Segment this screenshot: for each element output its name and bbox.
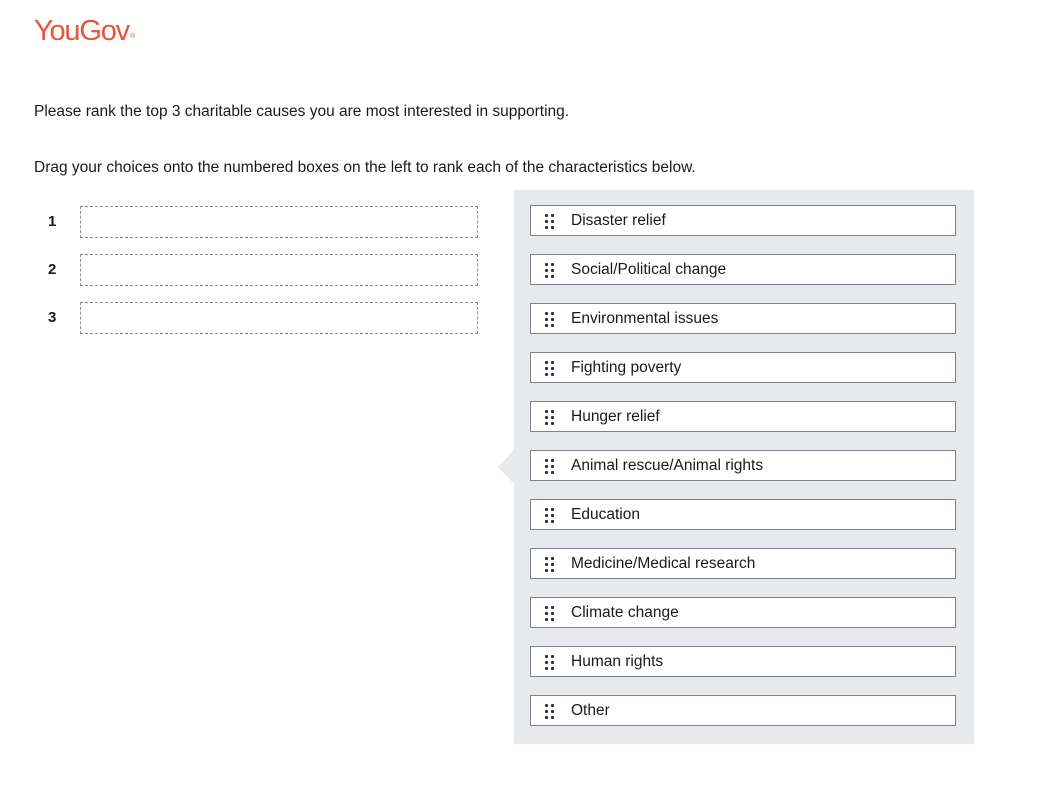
drag-handle-icon [545,263,555,279]
drag-handle-icon [545,557,555,573]
rank-number-3: 3 [48,309,57,326]
choice-item-animal-rescue-animal-rights[interactable] [530,450,956,481]
logo-text: YouGov [34,15,129,47]
drag-handle-icon [545,459,555,475]
choice-label: Medicine/Medical research [571,555,756,572]
choice-label: Fighting poverty [571,359,682,376]
choice-label: Education [571,506,640,523]
choice-item-social-political-change[interactable] [530,254,956,285]
choice-item-education[interactable] [530,499,956,530]
choice-item-medicine-medical-research[interactable] [530,548,956,579]
choice-label: Animal rescue/Animal rights [571,457,764,474]
drag-handle-icon [545,508,555,524]
choice-item-environmental-issues[interactable] [530,303,956,334]
drag-handle-icon [545,214,555,230]
drag-handle-icon [545,312,555,328]
rank-number-2: 2 [48,261,57,278]
drag-handle-icon [545,655,555,671]
choice-label: Social/Political change [571,261,727,278]
choice-item-human-rights[interactable] [530,646,956,677]
choice-item-other[interactable] [530,695,956,726]
choice-label: Climate change [571,604,679,621]
drag-handle-icon [545,410,555,426]
choice-label: Human rights [571,653,664,670]
rank-drop-box-1[interactable] [80,206,478,238]
rank-drop-box-3[interactable] [80,302,478,334]
choice-item-climate-change[interactable] [530,597,956,628]
rank-number-1: 1 [48,213,57,230]
choice-item-disaster-relief[interactable] [530,205,956,236]
panel-pointer-arrow [498,450,514,484]
choice-label: Disaster relief [571,212,666,229]
instruction-text: Drag your choices onto the numbered boxes on the left to rank each of the characteristics below. [34,159,696,176]
choice-item-fighting-poverty[interactable] [530,352,956,383]
registered-mark: ® [129,33,136,40]
choice-label: Hunger relief [571,408,660,425]
yougov-logo [34,14,135,48]
rank-drop-box-2[interactable] [80,254,478,286]
choice-label: Environmental issues [571,310,719,327]
question-text: Please rank the top 3 charitable causes you are most interested in supporting. [34,103,570,120]
choice-item-hunger-relief[interactable] [530,401,956,432]
drag-handle-icon [545,361,555,377]
choice-label: Other [571,702,610,719]
drag-handle-icon [545,606,555,622]
drag-handle-icon [545,704,555,720]
